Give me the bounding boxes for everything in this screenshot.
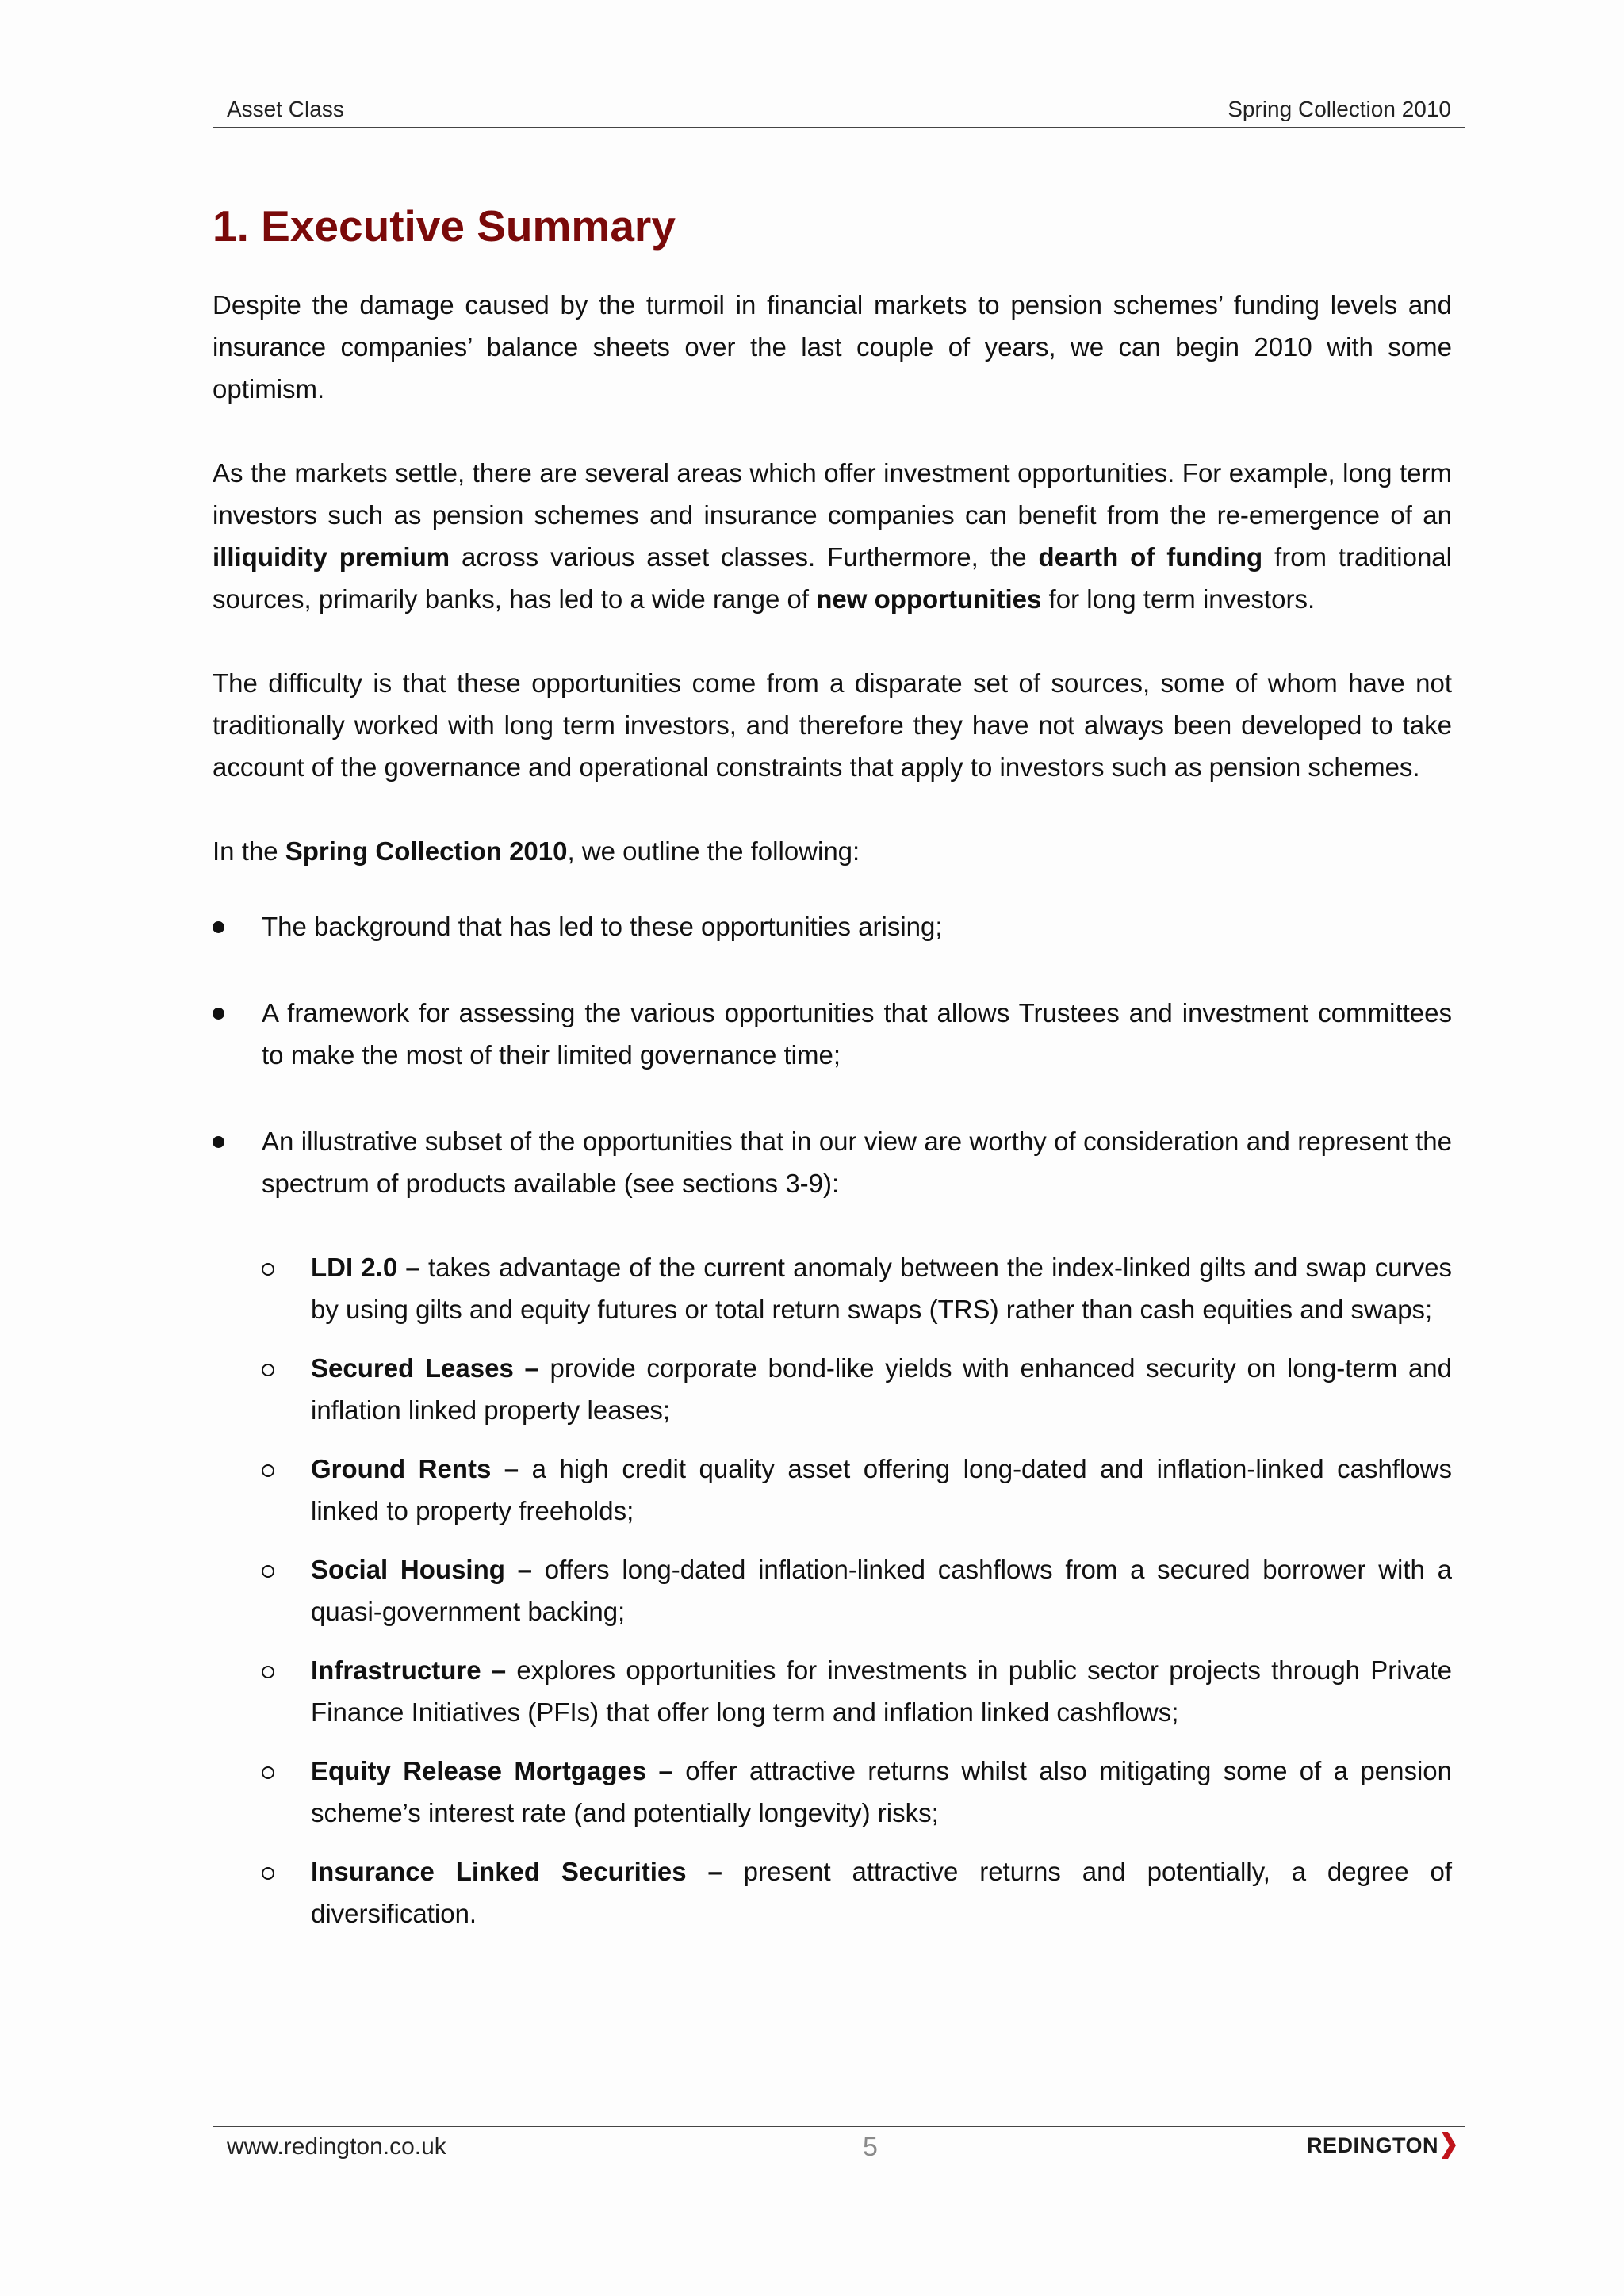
sub-list-item — [262, 1649, 1452, 1733]
sub-item-term: LDI 2.0 – — [311, 1253, 420, 1282]
bullet-icon — [213, 1136, 224, 1148]
running-footer — [213, 2126, 1465, 2175]
text-run: , we outline the following: — [567, 836, 860, 866]
sub-item-term: Social Housing – — [311, 1555, 532, 1584]
chevron-right-icon — [1440, 2130, 1457, 2160]
text-run: In the — [213, 836, 285, 866]
footer-website-link[interactable]: www.redington.co.uk — [227, 2133, 446, 2160]
sub-list-item — [262, 1246, 1452, 1330]
list-item — [213, 992, 1452, 1076]
paragraph-difficulty: The difficulty is that these opportunities come from a disparate set of sources, some of whom have not traditionally worked with long term investors, and therefore they have not always been developed to take account of the governance and operational constraints that apply to investors such as pension schemes. — [213, 668, 1452, 782]
page-number: 5 — [863, 2132, 878, 2162]
paragraph-opportunities — [213, 452, 1452, 620]
running-header — [213, 94, 1465, 128]
list-item-text: An illustrative subset of the opportunities that in our view are worthy of consideration and represent the spectrum of products available (see sections 3-9): — [262, 1127, 1452, 1198]
circle-bullet-icon — [262, 1565, 274, 1578]
circle-bullet-icon — [262, 1867, 274, 1880]
sub-item-text: present attractive returns and potentially, a degree of diversification. — [311, 1857, 1452, 1928]
bullet-icon — [213, 1008, 224, 1020]
sub-item-text: offers long-dated inflation-linked cashflows from a secured borrower with a quasi-government backing; — [311, 1555, 1452, 1626]
text-run: As the markets settle, there are several areas which offer investment opportunities. For example, long term investors such as pension schemes and insurance companies can benefit from the re-emergence of an — [213, 458, 1452, 530]
sub-item-text: explores opportunities for investments in public sector projects through Private Finance Initiatives (PFIs) that offer long term and inflation linked cashflows; — [311, 1655, 1453, 1727]
redington-logo — [1307, 2130, 1457, 2160]
circle-bullet-icon — [262, 1766, 274, 1779]
sub-list-item — [262, 1448, 1452, 1532]
circle-bullet-icon — [262, 1464, 274, 1477]
bold-term-dearth-of-funding: dearth of funding — [1038, 542, 1263, 572]
sub-list-item — [262, 1750, 1452, 1834]
paragraph-outline — [213, 830, 1452, 872]
list-item — [213, 1120, 1452, 1934]
bold-term-spring-collection: Spring Collection 2010 — [285, 836, 568, 866]
paragraph-intro: Despite the damage caused by the turmoil in financial markets to pension schemes’ funding levels and insurance companies’ balance sheets over the last couple of years, we can begin 2010 with some optimism. — [213, 290, 1452, 404]
sub-item-term: Ground Rents – — [311, 1454, 519, 1483]
sub-item-term: Secured Leases – — [311, 1353, 539, 1383]
bold-term-illiquidity-premium: illiquidity premium — [213, 542, 450, 572]
page-content — [213, 198, 1452, 1951]
sub-item-text: a high credit quality asset offering long-dated and inflation-linked cashflows linked to property freeholds; — [311, 1454, 1452, 1525]
list-item — [213, 905, 1452, 947]
text-run: for long term investors. — [1041, 584, 1316, 614]
circle-bullet-icon — [262, 1263, 274, 1276]
sub-item-text: takes advantage of the current anomaly between the index-linked gilts and swap curves by using gilts and equity futures or total return swaps (TRS) rather than cash equities and swaps; — [311, 1253, 1452, 1324]
text-run: across various asset classes. Furthermore, the — [450, 542, 1039, 572]
logo-wordmark: REDINGTON — [1306, 2133, 1438, 2157]
circle-bullet-icon — [262, 1364, 274, 1376]
header-publication-title: Spring Collection 2010 — [1228, 97, 1451, 121]
text-run: from traditional sources, primarily banks, has led to a wide range of — [213, 542, 1452, 614]
sub-item-term: Infrastructure – — [311, 1655, 507, 1685]
bullet-icon — [213, 921, 224, 933]
sub-item-text: offer attractive returns whilst also mitigating some of a pension scheme’s interest rate (and potentially longevity) risks; — [311, 1756, 1452, 1827]
sub-list-item — [262, 1548, 1452, 1632]
sub-list-item — [262, 1850, 1452, 1934]
sub-item-term: Insurance Linked Securities – — [311, 1857, 722, 1886]
sub-item-term: Equity Release Mortgages – — [311, 1756, 673, 1785]
list-item-text: The background that has led to these opportunities arising; — [262, 912, 943, 941]
header-section-title: Asset Class — [227, 97, 344, 121]
bold-term-new-opportunities: new opportunities — [816, 584, 1042, 614]
bullet-list — [213, 905, 1452, 1934]
section-heading: 1. Executive Summary — [213, 201, 676, 251]
sub-item-text: provide corporate bond-like yields with enhanced security on long-term and inflation linked property leases; — [311, 1353, 1452, 1425]
sub-list-item — [262, 1347, 1452, 1431]
list-item-text: A framework for assessing the various opportunities that allows Trustees and investment committees to make the most of their limited governance time; — [262, 998, 1452, 1070]
circle-bullet-icon — [262, 1666, 274, 1678]
sub-list — [262, 1246, 1452, 1934]
